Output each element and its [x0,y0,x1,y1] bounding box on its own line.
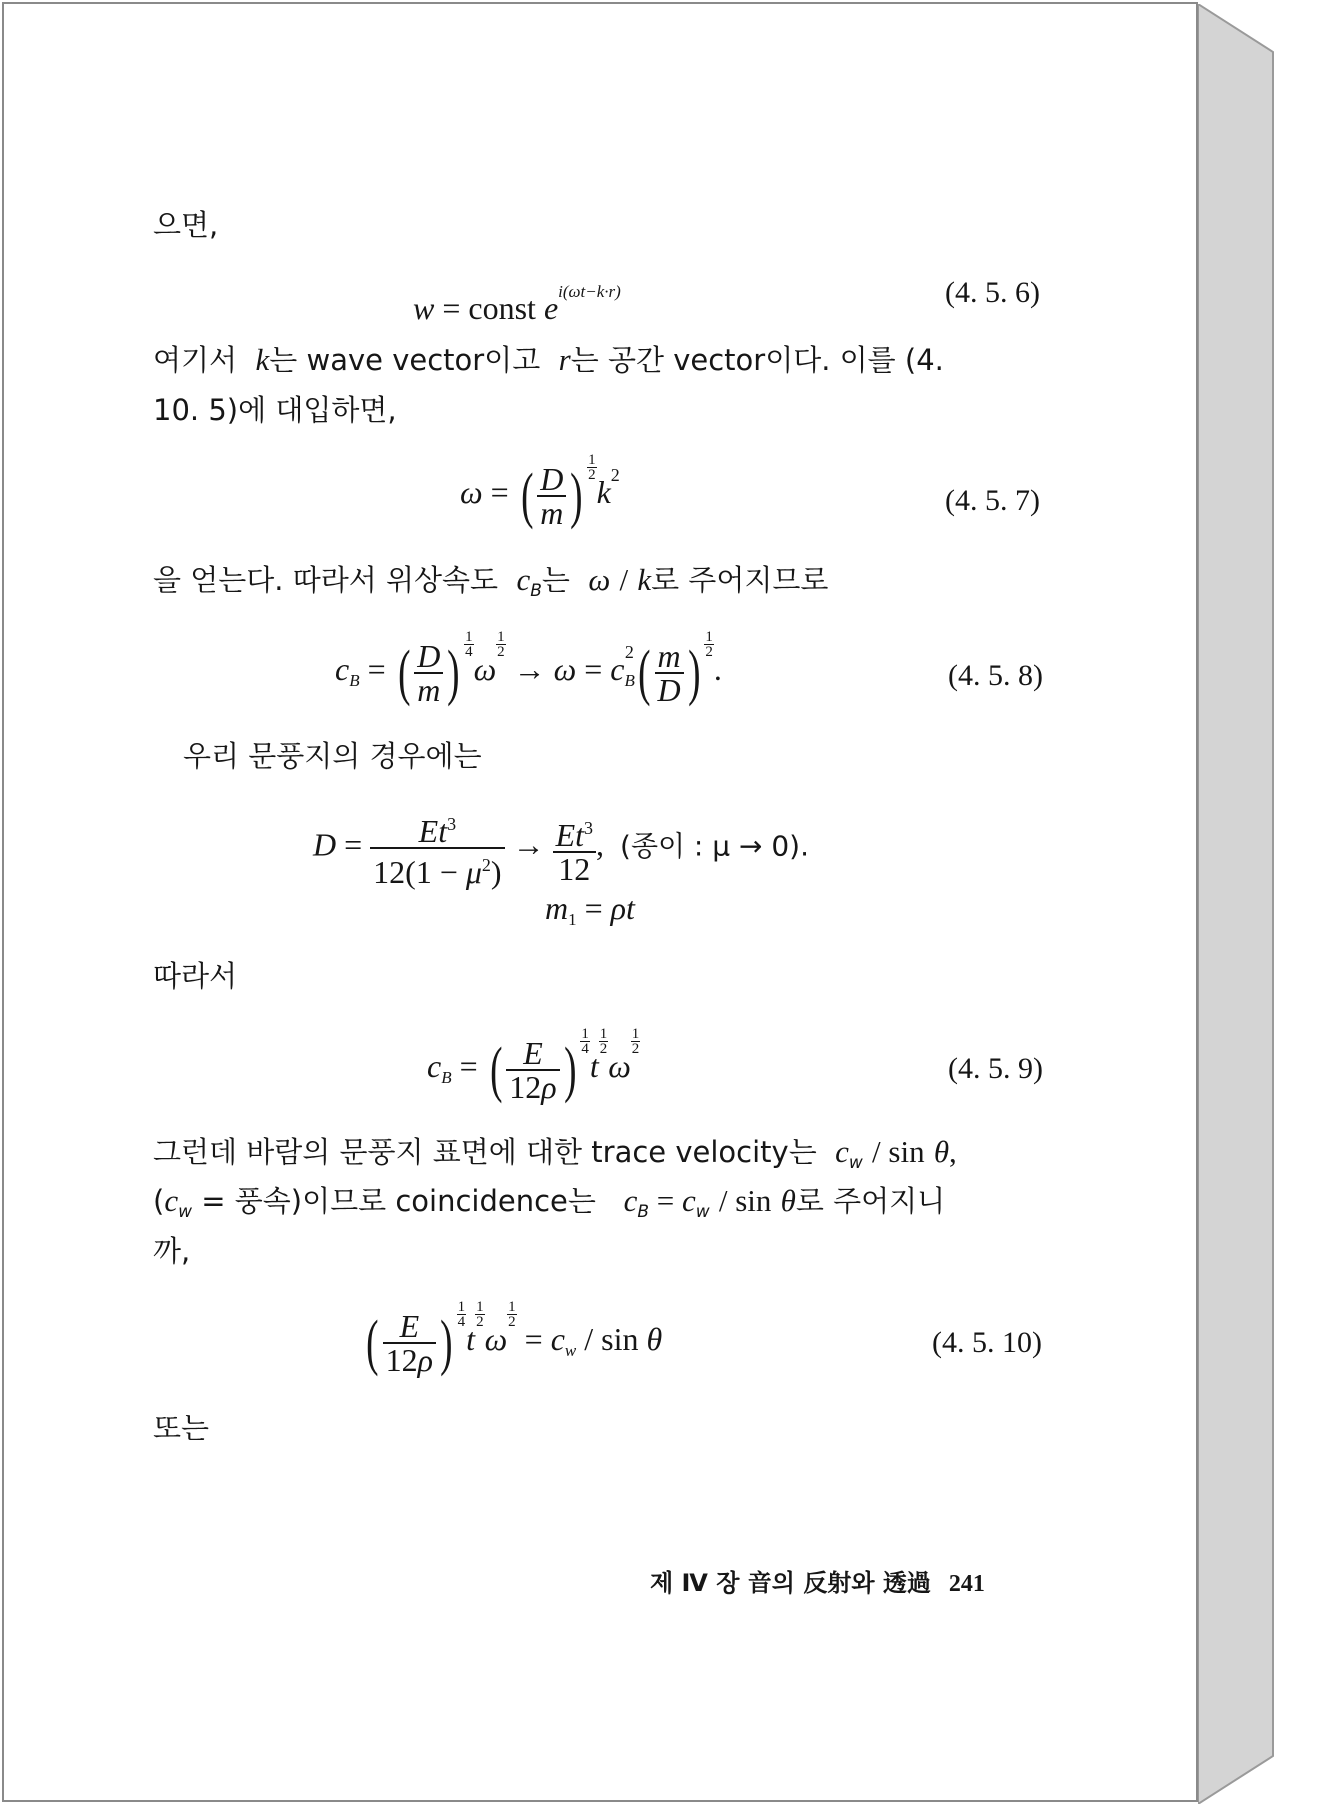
equation-4-5-7: ω = ( $\frac{D}{m}$ ) $\frac{1}{2}$ $k^2$ [460,452,620,531]
equation-4-5-8: $c_B$ = ( $\frac{D}{m}$ ) $\frac{1}{4}$ ω $\frac{1}{2}$ → $\omega = c_B^2$( $\frac{m}{D}$ ) $\frac{1}{2}$ . [335,629,722,708]
page-number: 241 [948,1571,985,1597]
book-edge [1198,4,1278,1804]
equation-number: (4. 5. 9) [948,1052,1043,1085]
equation-number: (4. 5. 6) [945,276,1040,309]
equation-4-5-6: w = const $e^{i(\omega t-k\cdot r)}$ [413,282,621,326]
equation-number: (4. 5. 8) [948,659,1043,692]
chapter-title: 제 Ⅳ 장 音의 反射와 透過 [650,1569,931,1597]
equation-number: (4. 5. 10) [932,1326,1042,1359]
text-line: 우리 문풍지의 경우에는 [183,739,482,773]
text-line: ($c_w$ = 풍속)이므로 coincidence는 $c_B = c_w / \sin \theta$로 주어지니 [153,1183,946,1222]
text-line: 까, [153,1234,191,1268]
text-line: 을 얻는다. 따라서 위상속도 $c_B$는 ω / k로 주어지므로 [153,562,829,601]
text-line: 따라서 [153,959,238,993]
equation-4-5-10: ( $\frac{E}{12\rho}$ ) $\frac{1}{4}$ t $\frac{1}{2}$ ω $\frac{1}{2}$ = $c_w$ / sin θ [366,1299,663,1378]
page-footer [650,1563,985,1598]
text-line: 10. 5)에 대입하면, [153,393,397,427]
equation-bending-stiffness: D = $\frac{Et^3}{12(1 - \mu^2)}$ → $\frac{Et^3}{12}$ , (종이 : μ → 0). [313,808,809,888]
equation-4-5-9: $c_B$ = ( $\frac{E}{12\rho}$ ) $\frac{1}{4}$ t $\frac{1}{2}$ ω $\frac{1}{2}$ [427,1026,640,1105]
text-line: 으면, [153,208,219,242]
text-line: 또는 [153,1411,210,1445]
text-line: 그런데 바람의 문풍지 표면에 대한 trace velocity는 $c_w$ / sin θ, [153,1134,957,1173]
equation-mass: m1 = ρt [545,890,635,929]
equation-number: (4. 5. 7) [945,484,1040,517]
text-line: 여기서 k는 wave vector이고 r는 공간 vector이다. 이를 (4. [153,342,944,377]
